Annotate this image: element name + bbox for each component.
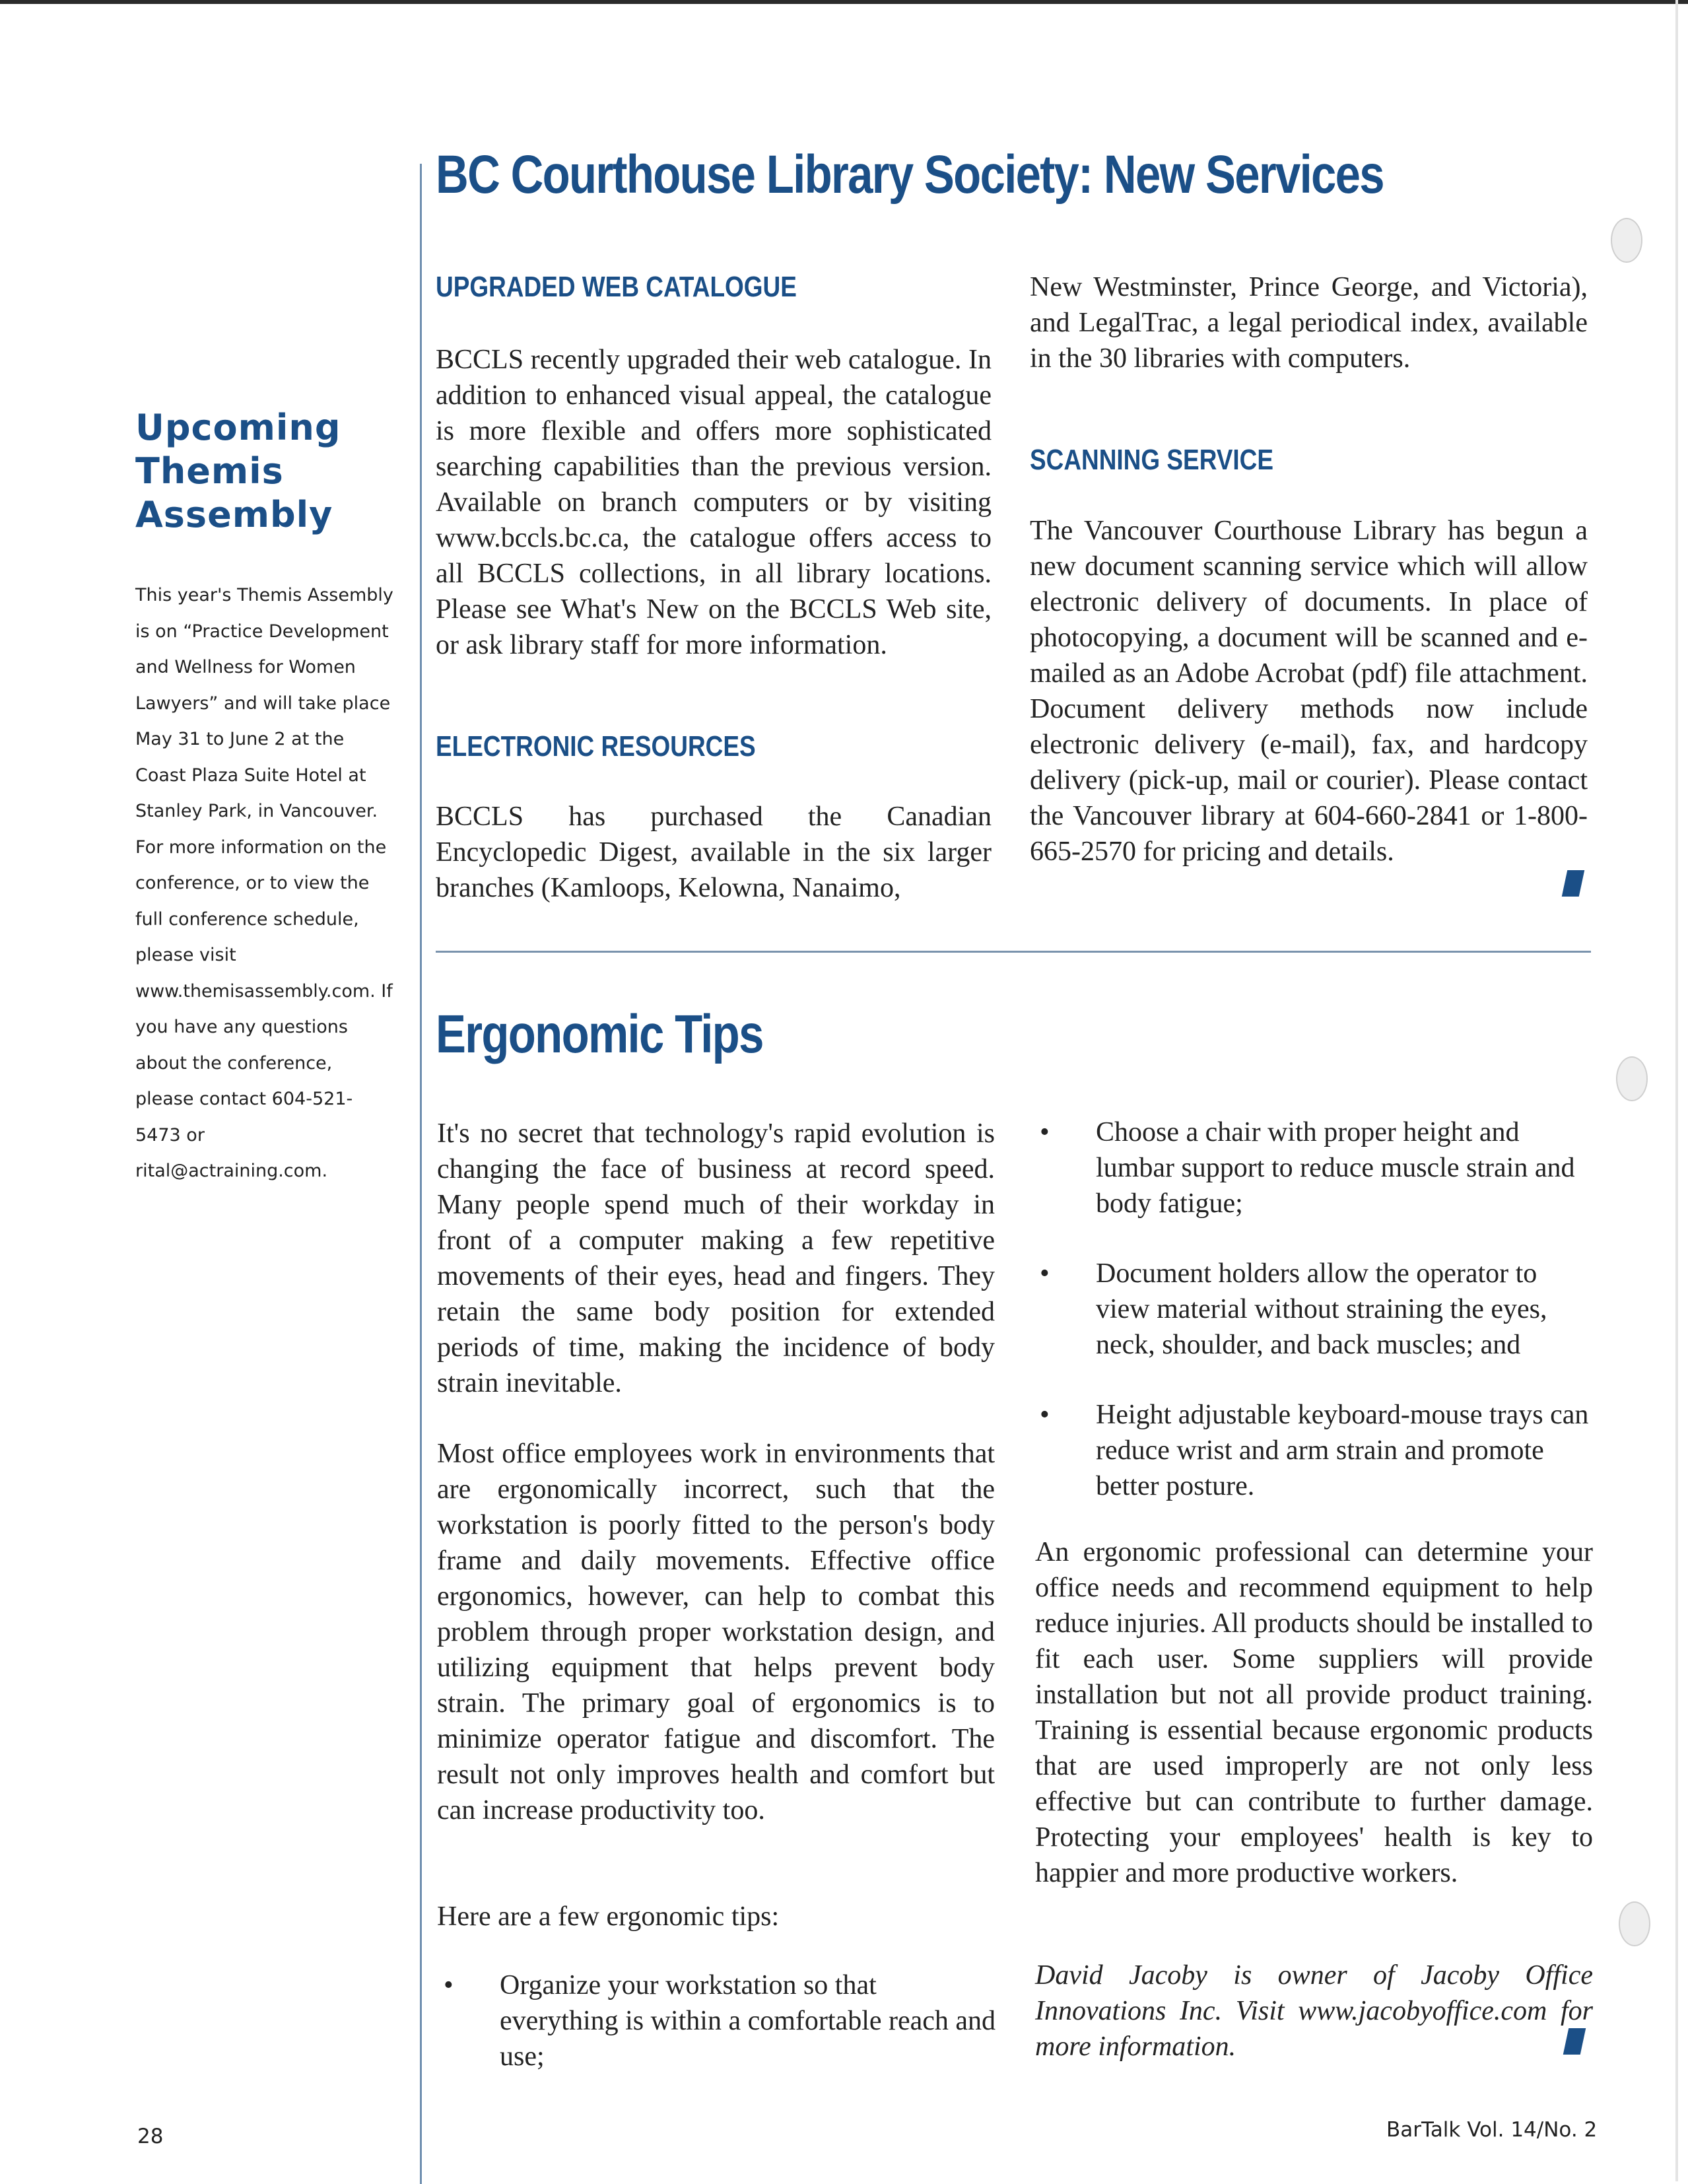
binder-hole — [1616, 1056, 1648, 1101]
electronic-resources-body-1: BCCLS has purchased the Canadian Encyclopedic Digest, available in the six larger branches (Kamloops, Kelowna, Nanaimo, — [436, 802, 992, 903]
tip-text: Height adjustable keyboard-mouse trays can reduce wrist and arm strain and promote better posture. — [1096, 1400, 1589, 1501]
author-byline: David Jacoby is owner of Jacoby Office Innovations Inc. Visit www.jacobyoffice.com for more information. — [1035, 1960, 1593, 2062]
publication-info: BarTalk Vol. 14/No. 2 — [1386, 2118, 1598, 2142]
sidebar-box — [135, 406, 396, 1190]
ergonomic-para-2: Most office employees work in environments that are ergonomically incorrect, such that the workstation is poorly fitted to the person's body frame and daily movements. Effective office ergonomics, however, can help to combat this problem through proper workstation design, and utilizing equipment that helps prevent body strain. The primary goal of ergonomics is to minimize operator fatigue and discomfort. The result not only improves health and comfort but can increase productivity too. — [437, 1439, 995, 1826]
column-divider — [420, 164, 422, 2184]
tip-text: Organize your workstation so that everything is within a comfortable reach and use; — [500, 1970, 996, 2072]
tips-list-right — [1033, 1114, 1593, 1538]
ergonomic-para-1: It's no secret that technology's rapid evolution is changing the face of business at record speed. Many people spend much of their workday in front of a computer making a few repetitive movements of their eyes, head and fingers. They retain the same body position for extended periods of time, making the incidence of body strain inevitable. — [437, 1118, 995, 1398]
web-catalogue-body: BCCLS recently upgraded their web catalogue. In addition to enhanced visual appeal, the catalogue is more flexible and offers more sophisticated searching capabilities than the previous version. Available on branch computers or by visiting www.bccls.bc.ca, the catalogue offers access to all BCCLS collections, in all library locations. Please see What's New on the BCCLS Web site, or ask library staff for more information. — [436, 345, 992, 660]
ergonomic-closing: An ergonomic professional can determine your office needs and recommend equipment to help reduce injuries. All products should be installed to fit each user. Some suppliers will provide installation but not all provide product training. Training is essential because ergonomic products that are used improperly are not only less effective but can contribute to further damage. Protecting your employees' health is key to happier and more productive workers. — [1035, 1537, 1593, 1888]
ergonomic-title: Ergonomic Tips — [436, 1004, 763, 1064]
tip-item — [1033, 1397, 1593, 1504]
sidebar-title: Upcoming Themis Assembly — [135, 407, 341, 535]
sidebar-body: This year's Themis Assembly is on “Practice Development and Wellness for Women Lawyers” and will take place May 31 to June 2 at the Coast Plaza Suite Hotel at Stanley Park, in Vancouver. For more information on the conference, or to view the full conference schedule, please visit www.themisassembly.com. If you have any questions about the conference, please contact 604-521-5473 or rital@actraining.com. — [135, 585, 393, 1181]
tips-intro: Here are a few ergonomic tips: — [437, 1901, 780, 1932]
scanning-service-heading: SCANNING SERVICE — [1030, 444, 1273, 476]
page-number: 28 — [137, 2125, 164, 2148]
page-edge — [1675, 0, 1678, 2181]
bullet: • — [1040, 1258, 1050, 1289]
end-of-article-mark — [1562, 870, 1585, 897]
section-divider — [436, 951, 1591, 953]
tip-item — [1033, 1114, 1593, 1221]
scanning-service-body: The Vancouver Courthouse Library has begun a new document scanning service which will allow electronic delivery of documents. In place of photocopying, a document will be scanned and e-mailed as an Adobe Acrobat (pdf) file attachment. Document delivery methods now include electronic delivery (e-mail), fax, and hardcopy delivery (pick-up, mail or courier). Please contact the Vancouver library at 604-660-2841 or 1-800-665-2570 for pricing and details. — [1030, 516, 1588, 867]
binder-hole — [1619, 1901, 1650, 1946]
binder-hole — [1611, 218, 1642, 263]
tip-text: Choose a chair with proper height and lumbar support to reduce muscle strain and body fatigue; — [1096, 1117, 1575, 1219]
top-border — [0, 0, 1688, 4]
tip-text: Document holders allow the operator to view material without straining the eyes, neck, shoulder, and back muscles; and — [1096, 1258, 1547, 1360]
bccls-title: BC Courthouse Library Society: New Services — [436, 145, 1384, 205]
bullet: • — [444, 1970, 454, 2000]
tips-list-left — [437, 1967, 998, 2109]
bullet: • — [1040, 1117, 1050, 1147]
bullet: • — [1040, 1400, 1050, 1430]
tip-item — [437, 1967, 998, 2074]
electronic-resources-body-2: New Westminster, Prince George, and Victoria), and LegalTrac, a legal periodical index, available in the 30 libraries with computers. — [1030, 272, 1588, 374]
tip-item — [1033, 1256, 1593, 1363]
electronic-resources-heading: ELECTRONIC RESOURCES — [436, 730, 756, 763]
web-catalogue-heading: UPGRADED WEB CATALOGUE — [436, 271, 797, 303]
